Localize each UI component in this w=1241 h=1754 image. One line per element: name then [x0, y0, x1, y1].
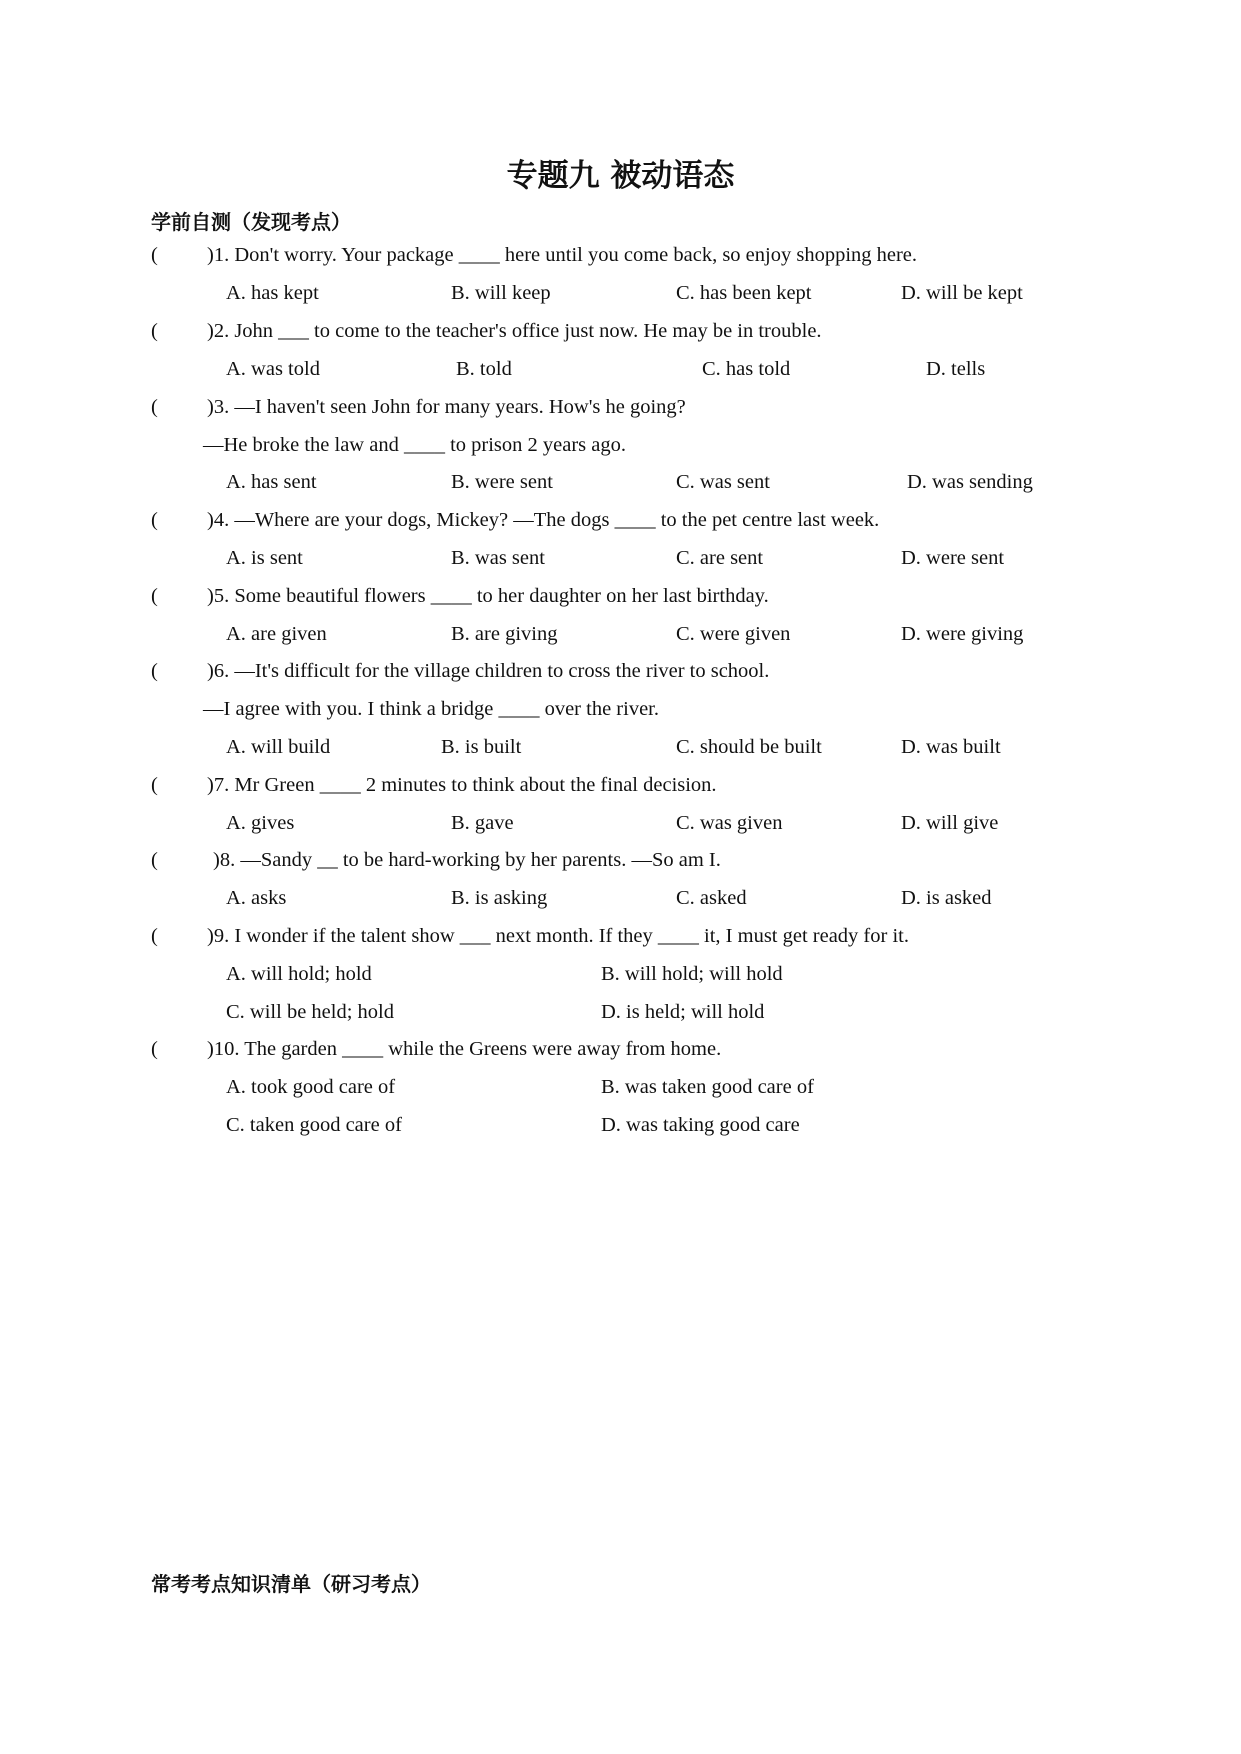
question-5: [151, 585, 769, 608]
options-4: [226, 547, 1126, 575]
option-b: B. will hold; will hold: [601, 963, 783, 985]
option-a: A. was told: [226, 358, 320, 380]
answer-blank: (: [151, 320, 158, 342]
options-2: [226, 358, 1126, 386]
options-3: [226, 471, 1126, 499]
option-c: C. was sent: [676, 471, 770, 493]
answer-blank: (: [151, 849, 158, 871]
options-1: [226, 282, 1126, 310]
question-1: [151, 244, 917, 267]
question-8: [151, 849, 721, 872]
option-d: D. will be kept: [901, 282, 1023, 304]
option-a: A. gives: [226, 812, 295, 834]
answer-blank: (: [151, 585, 158, 607]
options-9-row-1: [226, 963, 1126, 991]
option-d: D. is held; will hold: [601, 1001, 765, 1023]
question-2: [151, 320, 822, 343]
option-c: C. should be built: [676, 736, 822, 758]
answer-blank: (: [151, 660, 158, 682]
question-stem: )7. Mr Green ____ 2 minutes to think about the final decision.: [207, 774, 717, 796]
section-heading-checklist: 常考考点知识清单（研习考点）: [151, 1572, 431, 1596]
option-c: C. asked: [676, 887, 747, 909]
option-c: C. were given: [676, 623, 791, 645]
answer-blank: (: [151, 244, 158, 266]
option-d: D. were sent: [901, 547, 1005, 569]
section-heading-pretest: 学前自测（发现考点）: [151, 210, 351, 234]
question-6-reply: —I agree with you. I think a bridge ____ over the river.: [203, 698, 659, 720]
options-10-row-2: [226, 1114, 1126, 1142]
option-b: B. was sent: [451, 547, 545, 569]
option-c: C. taken good care of: [226, 1114, 402, 1136]
option-b: B. will keep: [451, 282, 551, 304]
answer-blank: (: [151, 1038, 158, 1060]
answer-blank: (: [151, 396, 158, 418]
option-c: C. has been kept: [676, 282, 812, 304]
option-b: B. were sent: [451, 471, 553, 493]
option-d: D. were giving: [901, 623, 1024, 645]
option-a: A. asks: [226, 887, 287, 909]
option-b: B. was taken good care of: [601, 1076, 814, 1098]
option-c: C. will be held; hold: [226, 1001, 394, 1023]
question-7: [151, 774, 717, 797]
option-d: D. tells: [926, 358, 986, 380]
options-10-row-1: [226, 1076, 1126, 1104]
answer-blank: (: [151, 925, 158, 947]
option-b: B. is asking: [451, 887, 548, 909]
option-a: A. will build: [226, 736, 331, 758]
option-b: B. gave: [451, 812, 514, 834]
question-stem: )6. —It's difficult for the village children to cross the river to school.: [207, 660, 770, 682]
question-stem: )8. —Sandy __ to be hard-working by her parents. —So am I.: [213, 849, 721, 871]
option-d: D. was sending: [907, 471, 1033, 493]
option-d: D. will give: [901, 812, 999, 834]
question-3: [151, 396, 686, 419]
options-6: [226, 736, 1126, 764]
answer-blank: (: [151, 774, 158, 796]
option-a: A. are given: [226, 623, 327, 645]
option-c: C. was given: [676, 812, 783, 834]
question-stem: )10. The garden ____ while the Greens were away from home.: [207, 1038, 722, 1060]
question-10: [151, 1038, 721, 1061]
option-a: A. took good care of: [226, 1076, 396, 1098]
question-9: [151, 925, 909, 948]
option-a: A. will hold; hold: [226, 963, 372, 985]
option-b: B. told: [456, 358, 512, 380]
options-9-row-2: [226, 1001, 1126, 1029]
question-3-reply: —He broke the law and ____ to prison 2 years ago.: [203, 434, 626, 456]
question-stem: )3. —I haven't seen John for many years. How's he going?: [207, 396, 686, 418]
option-b: B. is built: [441, 736, 522, 758]
option-d: D. was taking good care: [601, 1114, 800, 1136]
options-8: [226, 887, 1126, 915]
option-c: C. are sent: [676, 547, 764, 569]
option-a: A. is sent: [226, 547, 303, 569]
question-4: [151, 509, 879, 532]
option-d: D. is asked: [901, 887, 992, 909]
question-stem: )4. —Where are your dogs, Mickey? —The dogs ____ to the pet centre last week.: [207, 509, 880, 531]
question-stem: )1. Don't worry. Your package ____ here until you come back, so enjoy shopping here.: [207, 244, 918, 266]
question-stem: )2. John ___ to come to the teacher's office just now. He may be in trouble.: [207, 320, 822, 342]
page-title: 专题九 被动语态: [506, 158, 735, 194]
option-d: D. was built: [901, 736, 1001, 758]
options-5: [226, 623, 1126, 651]
option-a: A. has sent: [226, 471, 317, 493]
answer-blank: (: [151, 509, 158, 531]
option-b: B. are giving: [451, 623, 558, 645]
question-stem: )5. Some beautiful flowers ____ to her daughter on her last birthday.: [207, 585, 769, 607]
option-a: A. has kept: [226, 282, 319, 304]
option-c: C. has told: [702, 358, 791, 380]
question-stem: )9. I wonder if the talent show ___ next month. If they ____ it, I must get ready for it.: [207, 925, 909, 947]
question-6: [151, 660, 769, 683]
options-7: [226, 812, 1126, 840]
